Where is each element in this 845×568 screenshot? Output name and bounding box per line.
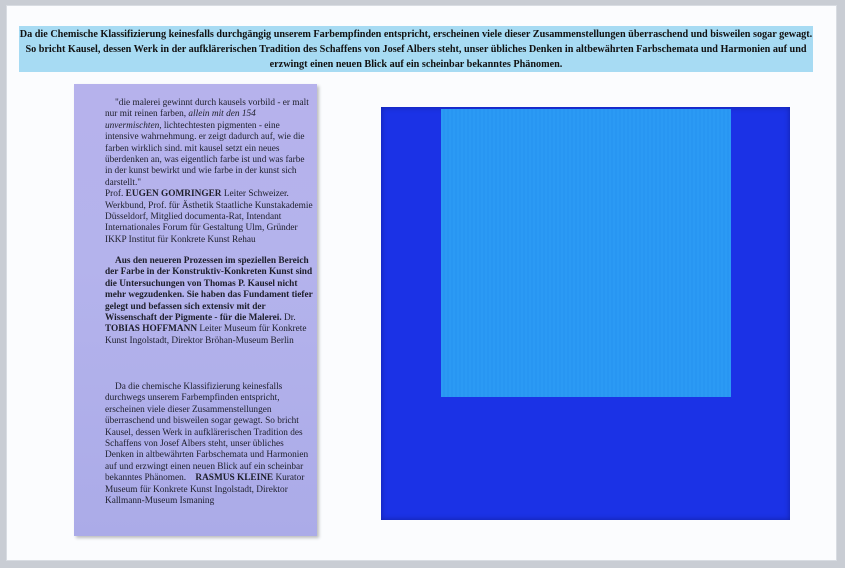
quote-gomringer: [105, 98, 313, 246]
quote3-text: Da die chemische Klassifizierung keinesfalls durchwegs unserem Farbempfinden entspricht, erscheinen viele dieser Zusammenstellungen überraschend und bisweilen sogar gewagt. So bricht Kausel, dessen Werk in aufklärerischen Tradition des Schaffens von Josef Albers steht, unser übliches Denken in altbewährten Farbschemata und Harmonien auf und erzwingt einen neuen Blick auf ein scheinbar bekanntes Phänomen.: [105, 382, 309, 484]
artwork-inner-square: [441, 109, 731, 397]
quote3-author-role: Kurator Museum für Konkrete Kunst Ingolstadt, Direktor Kallmann-Museum Ismaning: [105, 473, 305, 507]
artwork-painting: [381, 107, 790, 520]
banner-text: Da die Chemische Klassifizierung keinesfalls durchgängig unserem Farbempfinden entspricht, erscheinen viele dieser Zusammenstellungen überraschend und bisweilen sogar gewagt. So bricht Kausel, dessen Werk in der aufklärerischen Tradition des Schaffens von Josef Albers steht, unser übliches Denken in altbewährten Farbschemata und Harmonien auf und erzwingt einen neuen Blick auf ein scheinbar bekanntes Phänomen.: [19, 29, 813, 70]
quote1-author: EUGEN GOMRINGER: [125, 189, 222, 200]
quote2-author: TOBIAS HOFFMANN: [105, 324, 198, 335]
quote2-author-prefix: Dr.: [281, 313, 296, 324]
quote2-author-role: Leiter Museum für Konkrete Kunst Ingolstadt, Direktor Bröhan-Museum Berlin: [105, 324, 307, 346]
quote1-author-role: Leiter Schweizer. Werkbund, Prof. für Ästhetik Staatliche Kunstakademie Düsseldorf, Mitglied documenta-Rat, Intendant Internationales Forum für Gestaltung Ulm, Gründer IKKP Institut für Konkrete Kunst Rehau: [105, 189, 313, 245]
quote-kleine: [105, 382, 313, 507]
header-banner: [19, 26, 813, 72]
quote1-lead: "die malerei gewinnt durch kausels vorbild - er malt nur mit reinen farben,: [105, 98, 309, 120]
quote2-text: Aus den neueren Prozessen im speziellen Bereich der Farbe in der Konstruktiv-Konkreten Kunst sind die Untersuchungen von Thomas P. Kausel nicht mehr wegzudenken. Sie haben das Fundament tiefer gelegt und befassen sich extensiv mit der Wissenschaft der Pigmente - für die Malerei.: [105, 256, 313, 324]
quote-card: [74, 84, 317, 536]
quote1-italic: allein mit den 154 unvermischten,: [105, 109, 256, 131]
quote1-rest: lichtechtesten pigmenten - eine intensive wahrnehmung. er zeigt dadurch auf, wie die farben wirklich sind. mit kausel setzt ein neues überdenken an, was eigentlich farbe ist und was farbe in der kunst bewirkt und wie farbe in der kunst sich darstellt.": [105, 120, 305, 188]
quote3-author: RASMUS KLEINE: [195, 473, 274, 484]
quote-hoffmann: [105, 256, 313, 347]
quote1-author-prefix: Prof.: [105, 189, 126, 200]
